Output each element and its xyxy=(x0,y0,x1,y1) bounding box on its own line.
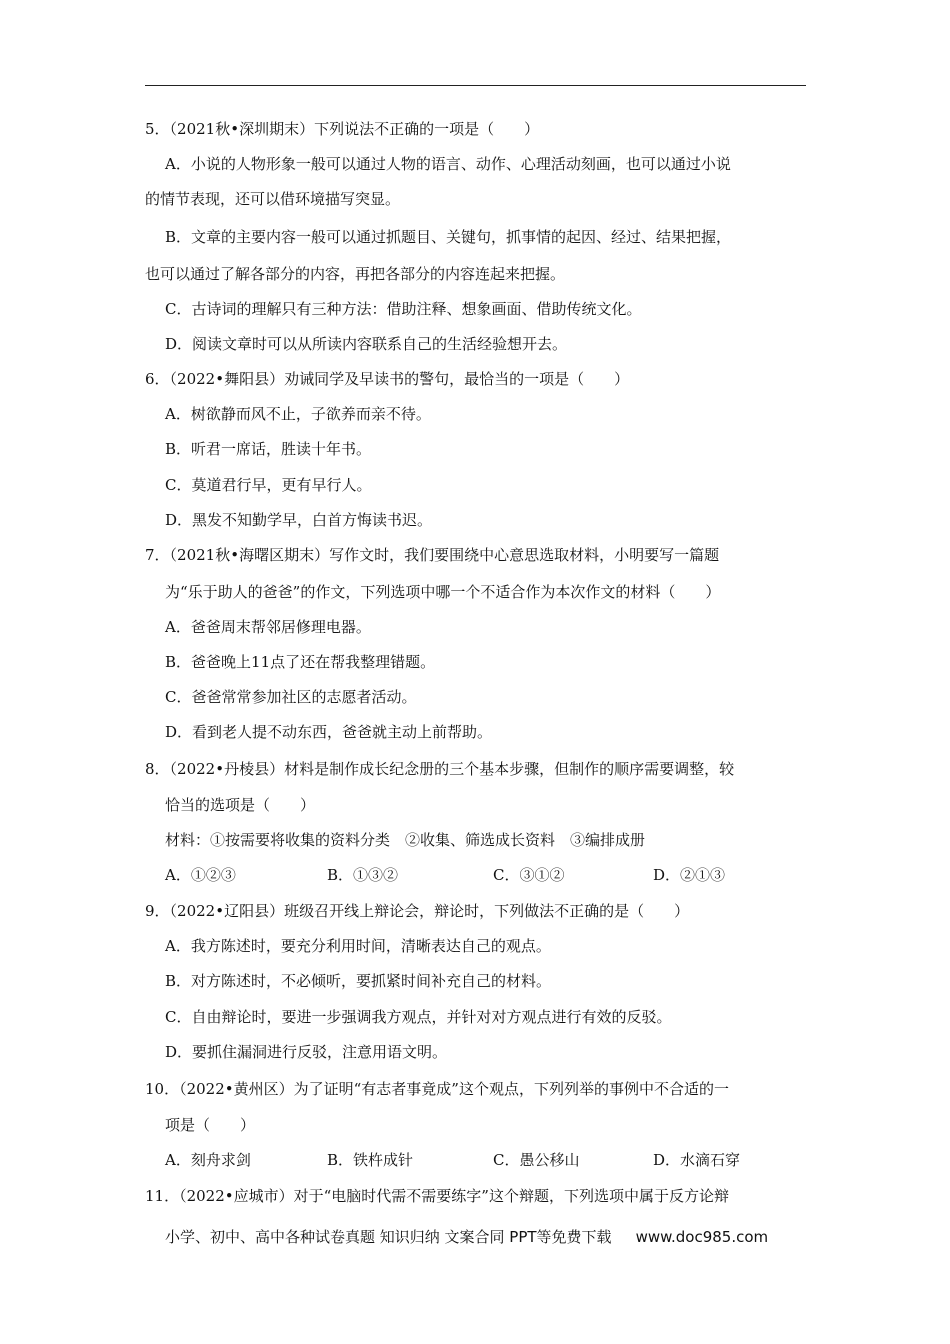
q5-option-a-cont: 的情节表现，还可以借环境描写突显。 xyxy=(145,190,401,208)
q8-options xyxy=(165,865,725,885)
q10-option-a: A．刻舟求剑 xyxy=(165,1151,251,1169)
footer-text: 小学、初中、高中各种试卷真题 知识归纳 文案合同 PPT等免费下载 xyxy=(165,1228,612,1246)
q5-option-b-cont: 也可以通过了解各部分的内容，再把各部分的内容连起来把握。 xyxy=(145,265,566,283)
q7-option-a: A．爸爸周末帮邻居修理电器。 xyxy=(165,618,371,636)
footer-url[interactable]: www.doc985.com xyxy=(635,1228,769,1246)
q9-option-d: D．要抓住漏洞进行反驳，注意用语文明。 xyxy=(165,1043,448,1061)
q9-option-b: B．对方陈述时，不必倾听，要抓紧时间补充自己的材料。 xyxy=(165,972,552,990)
q8-option-a: A．①②③ xyxy=(165,866,236,884)
q7-option-b: B．爸爸晚上11点了还在帮我整理错题。 xyxy=(165,653,436,671)
q8-option-b: B．①③② xyxy=(327,866,399,884)
header-rule xyxy=(145,85,806,86)
q7-option-d: D．看到老人提不动东西，爸爸就主动上前帮助。 xyxy=(165,723,493,741)
q10-stem: 10．（2022•黄州区）为了证明“有志者事竟成”这个观点，下列列举的事例中不合适的一 xyxy=(145,1080,729,1098)
q5-option-c: C．古诗词的理解只有三种方法：借助注释、想象画面、借助传统文化。 xyxy=(165,300,642,318)
q10-option-d: D．水滴石穿 xyxy=(653,1151,741,1169)
q5-option-d: D．阅读文章时可以从所读内容联系自己的生活经验想开去。 xyxy=(165,335,568,353)
q7-stem: 7．（2021秋•海曙区期末）写作文时，我们要围绕中心意思选取材料，小明要写一篇题 xyxy=(145,546,720,564)
q8-stem-cont: 恰当的选项是（ ） xyxy=(165,796,316,814)
q6-option-d: D．黑发不知勤学早，白首方悔读书迟。 xyxy=(165,511,433,529)
q5-stem: 5．（2021秋•深圳期末）下列说法不正确的一项是（ ） xyxy=(145,120,540,138)
q8-option-c: C．③①② xyxy=(493,866,565,884)
q10-stem-cont: 项是（ ） xyxy=(165,1116,256,1134)
q6-stem: 6．（2022•舞阳县）劝诫同学及早读书的警句，最恰当的一项是（ ） xyxy=(145,370,630,388)
q5-option-b: B．文章的主要内容一般可以通过抓题目、关键句，抓事情的起因、经过、结果把握， xyxy=(165,228,732,246)
q7-stem-cont: 为“乐于助人的爸爸”的作文，下列选项中哪一个不适合作为本次作文的材料（ ） xyxy=(165,583,721,601)
q11-stem: 11．（2022•应城市）对于“电脑时代需不需要练字”这个辩题，下列选项中属于反方论辩 xyxy=(145,1187,729,1205)
q10-option-b: B．铁杵成针 xyxy=(327,1151,414,1169)
q7-option-c: C．爸爸常常参加社区的志愿者活动。 xyxy=(165,688,417,706)
q10-options xyxy=(165,1150,740,1170)
q9-option-a: A．我方陈述时，要充分利用时间，清晰表达自己的观点。 xyxy=(165,937,551,955)
q9-stem: 9．（2022•辽阳县）班级召开线上辩论会，辩论时，下列做法不正确的是（ ） xyxy=(145,902,690,920)
q6-option-c: C．莫道君行早，更有早行人。 xyxy=(165,476,372,494)
q10-option-c: C．愚公移山 xyxy=(493,1151,580,1169)
q8-material: 材料：①按需要将收集的资料分类 ②收集、筛选成长资料 ③编排成册 xyxy=(165,831,646,849)
q8-option-d: D．②①③ xyxy=(653,866,726,884)
q6-option-a: A．树欲静而风不止，子欲养而亲不待。 xyxy=(165,405,431,423)
q6-option-b: B．听君一席话，胜读十年书。 xyxy=(165,440,372,458)
q8-stem: 8．（2022•丹棱县）材料是制作成长纪念册的三个基本步骤，但制作的顺序需要调整，较 xyxy=(145,760,735,778)
q5-option-a: A．小说的人物形象一般可以通过人物的语言、动作、心理活动刻画，也可以通过小说 xyxy=(165,155,731,173)
q9-option-c: C．自由辩论时，要进一步强调我方观点，并针对对方观点进行有效的反驳。 xyxy=(165,1008,672,1026)
footer xyxy=(165,1226,768,1247)
